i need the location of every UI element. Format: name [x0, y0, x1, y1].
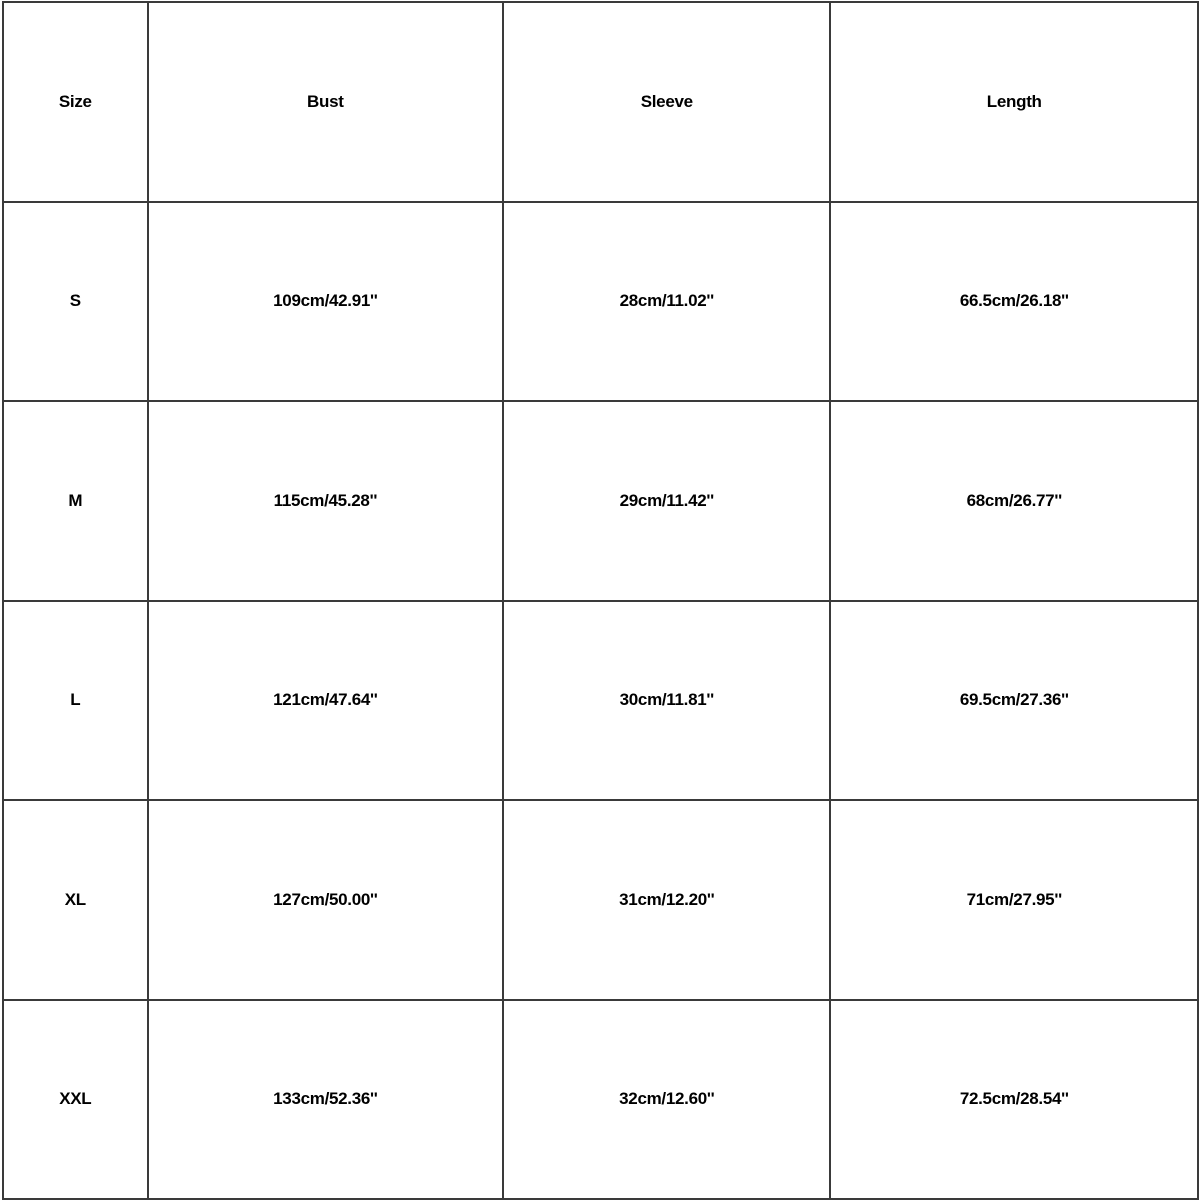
header-length: Length	[830, 2, 1198, 202]
cell-length: 71cm/27.95''	[830, 800, 1198, 1000]
table-row	[3, 601, 1198, 801]
cell-size: XXL	[3, 1000, 148, 1200]
table-row	[3, 401, 1198, 601]
header-bust: Bust	[148, 2, 503, 202]
cell-sleeve: 31cm/12.20''	[503, 800, 830, 1000]
cell-sleeve: 29cm/11.42''	[503, 401, 830, 601]
header-sleeve: Sleeve	[503, 2, 830, 202]
cell-bust: 121cm/47.64''	[148, 601, 503, 801]
cell-bust: 133cm/52.36''	[148, 1000, 503, 1200]
cell-length: 72.5cm/28.54''	[830, 1000, 1198, 1200]
cell-size: S	[3, 202, 148, 402]
size-chart-table	[2, 1, 1199, 1200]
cell-size: M	[3, 401, 148, 601]
cell-sleeve: 32cm/12.60''	[503, 1000, 830, 1200]
table-row	[3, 202, 1198, 402]
table-row	[3, 1000, 1198, 1200]
header-size: Size	[3, 2, 148, 202]
table-row	[3, 800, 1198, 1000]
cell-bust: 127cm/50.00''	[148, 800, 503, 1000]
cell-size: L	[3, 601, 148, 801]
cell-size: XL	[3, 800, 148, 1000]
cell-sleeve: 28cm/11.02''	[503, 202, 830, 402]
cell-length: 68cm/26.77''	[830, 401, 1198, 601]
cell-length: 66.5cm/26.18''	[830, 202, 1198, 402]
cell-bust: 109cm/42.91''	[148, 202, 503, 402]
cell-length: 69.5cm/27.36''	[830, 601, 1198, 801]
table-header-row	[3, 2, 1198, 202]
cell-sleeve: 30cm/11.81''	[503, 601, 830, 801]
cell-bust: 115cm/45.28''	[148, 401, 503, 601]
